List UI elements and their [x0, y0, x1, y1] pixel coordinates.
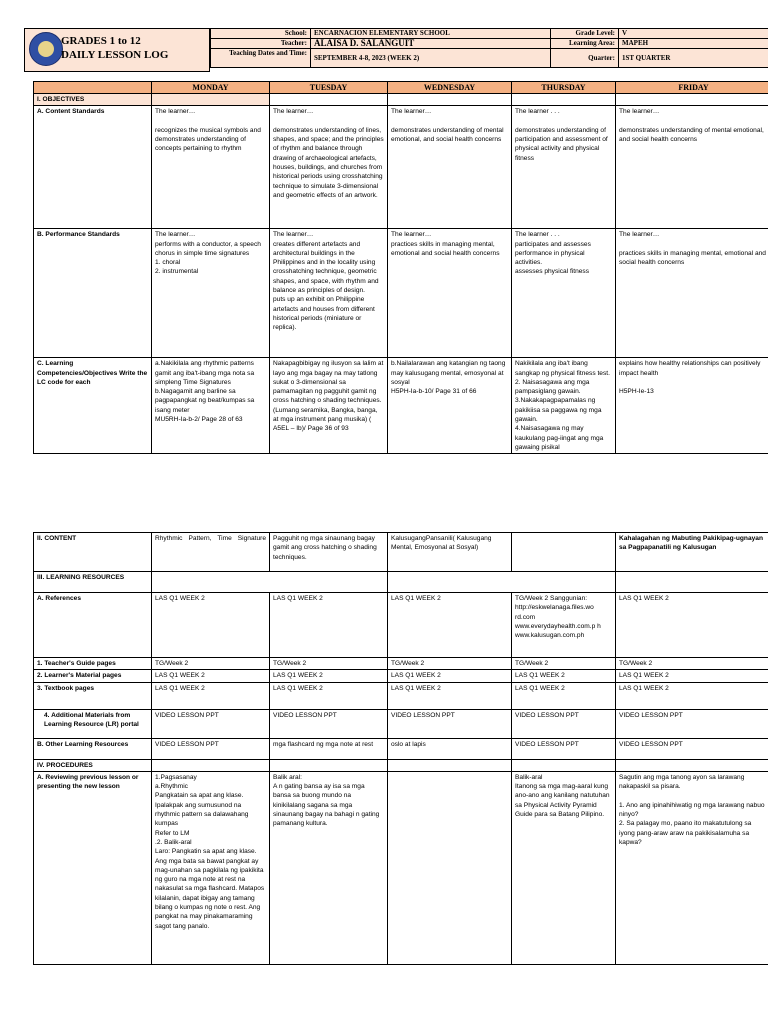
content-thursday	[512, 533, 616, 572]
procedures-cell	[512, 759, 616, 771]
performance-standards-wednesday: The learner… practices skills in managing mental, emotional and social health concerns	[388, 229, 512, 358]
day-header-friday: FRIDAY	[616, 82, 768, 94]
learning-area-value: MAPEH	[619, 39, 768, 49]
content-friday: Kahalagahan ng Mabuting Pakikipag-ugnayan sa Pagpapanatili ng Kalusugan	[616, 533, 768, 572]
grade-level-value: V	[619, 29, 768, 39]
other-resources-label: B. Other Learning Resources	[34, 738, 152, 759]
textbook-friday: LAS Q1 WEEK 2	[616, 682, 768, 709]
objectives-cell	[152, 94, 270, 106]
learners-material-tuesday: LAS Q1 WEEK 2	[270, 670, 388, 682]
textbook-wednesday: LAS Q1 WEEK 2	[388, 682, 512, 709]
day-header-tuesday: TUESDAY	[270, 82, 388, 94]
textbook-thursday: LAS Q1 WEEK 2	[512, 682, 616, 709]
objectives-cell	[616, 94, 768, 106]
content-monday: Rhythmic Pattern, Time Signature	[152, 533, 270, 572]
day-header-thursday: THURSDAY	[512, 82, 616, 94]
teacher-value: ALAISA D. SALANGUIT	[311, 39, 551, 49]
teachers-guide-row	[34, 658, 768, 670]
header-info-table	[210, 28, 768, 68]
day-header-wednesday: WEDNESDAY	[388, 82, 512, 94]
additional-materials-label: 4. Additional Materials from Learning Resource (LR) portal	[34, 709, 152, 738]
deped-seal-icon	[29, 32, 63, 66]
references-wednesday: LAS Q1 WEEK 2	[388, 593, 512, 658]
review-row	[34, 771, 768, 964]
objectives-table	[33, 81, 768, 454]
references-tuesday: LAS Q1 WEEK 2	[270, 593, 388, 658]
additional-materials-friday: VIDEO LESSON PPT	[616, 709, 768, 738]
grade-level-label: Grade Level:	[551, 29, 619, 39]
objectives-row	[34, 94, 768, 106]
learning-resources-cell	[388, 572, 616, 593]
teaching-dates-value: SEPTEMBER 4-8, 2023 (WEEK 2)	[311, 49, 551, 68]
school-label: School:	[211, 29, 311, 39]
school-value: ENCARNACION ELEMENTARY SCHOOL	[311, 29, 551, 39]
content-standards-friday: The learner… demonstrates understanding of mental emotional, and social health concerns	[616, 106, 768, 229]
competencies-tuesday: Nakapagbibigay ng ilusyon sa lalim at layo ang mga bagay na may tatlong sukat o 3-dimensional sa pamamagitan ng pagguhit gamit ng cross hatching o shading techniques. (Lumang seramika, Bangka, banga, at mga instrument pang musika) ( A5EL – Ib)/ Page 36 of 93	[270, 358, 388, 454]
teachers-guide-tuesday: TG/Week 2	[270, 658, 388, 670]
content-label: II. CONTENT	[34, 533, 152, 572]
header-title-box	[24, 28, 210, 72]
other-resources-tuesday: mga flashcard ng mga note at rest	[270, 738, 388, 759]
performance-standards-tuesday: The learner… creates different artefacts and architectural buildings in the Philippines and in the locality using crosshatching technique, geometric shapes, and space, with rhythm and balance as principles of design. puts up an exhibit on Philippine artefacts and houses from different historical periods (miniature or replica).	[270, 229, 388, 358]
day-header-blank	[34, 82, 152, 94]
textbook-tuesday: LAS Q1 WEEK 2	[270, 682, 388, 709]
objectives-cell	[270, 94, 388, 106]
procedures-cell	[152, 759, 270, 771]
references-thursday: TG/Week 2 Sanggunian: http://eskwelanaga.files.wo rd.com www.everydayhealth.com.p h www.kalusugan.com.ph	[512, 593, 616, 658]
dll-header	[24, 28, 768, 72]
other-resources-thursday: VIDEO LESSON PPT	[512, 738, 616, 759]
procedures-cell	[270, 759, 388, 771]
competencies-monday: a.Nakikilala ang rhythmic patterns gamit ang iba't-ibang mga nota sa simpleng Time Signatures b.Nagagamit ang barline sa pagpapangkat ng beat/kumpas sa isang meter MU5RH-Ia-b-2/ Page 28 of 63	[152, 358, 270, 454]
review-friday: Sagutin ang mga tanong ayon sa larawang nakapaskil sa pisara. 1. Ano ang ipinahihiwatig ng mga larawang nabuo ninyo? 2. Sa palagay mo, paano ito makatutulong sa iyong pang-araw araw na pakikisalamuha sa kapwa?	[616, 771, 768, 964]
performance-standards-monday: The learner… performs with a conductor, a speech chorus in simple time signatures 1. choral 2. instrumental	[152, 229, 270, 358]
textbook-row	[34, 682, 768, 709]
competencies-row	[34, 358, 768, 454]
additional-materials-tuesday: VIDEO LESSON PPT	[270, 709, 388, 738]
other-resources-friday: VIDEO LESSON PPT	[616, 738, 768, 759]
content-row	[34, 533, 768, 572]
competencies-label: C. Learning Competencies/Objectives Write the LC code for each	[34, 358, 152, 454]
additional-materials-row	[34, 709, 768, 738]
day-header-row	[34, 82, 768, 94]
review-thursday: Balik-aral Itanong sa mga mag-aaral kung ano-ano ang kanilang natutuhan sa Physical Activity Pyramid Guide para sa Batang Pilipino.	[512, 771, 616, 964]
procedures-cell	[616, 759, 768, 771]
teachers-guide-label: 1. Teacher's Guide pages	[34, 658, 152, 670]
references-label: A. References	[34, 593, 152, 658]
learning-resources-cell	[152, 572, 388, 593]
form-title-line2: DAILY LESSON LOG	[61, 49, 169, 61]
procedures-label: IV. PROCEDURES	[34, 759, 152, 771]
content-tuesday: Pagguhit ng mga sinaunang bagay gamit ang cross hatching o shading techniques.	[270, 533, 388, 572]
teachers-guide-monday: TG/Week 2	[152, 658, 270, 670]
procedures-row	[34, 759, 768, 771]
teaching-dates-label: Teaching Dates and Time:	[211, 49, 311, 68]
learning-resources-label: III. LEARNING RESOURCES	[34, 572, 152, 593]
review-wednesday	[388, 771, 512, 964]
learners-material-label: 2. Learner's Material pages	[34, 670, 152, 682]
content-standards-monday: The learner… recognizes the musical symbols and demonstrates understanding of concepts pertaining to rhythm	[152, 106, 270, 229]
day-header-monday: MONDAY	[152, 82, 270, 94]
review-tuesday: Balik aral: A n gating bansa ay isa sa mga bansa sa buong mundo na kinikilalang sagana sa mga sinaunang bagay na bahagi n gating pamanang kultura.	[270, 771, 388, 964]
competencies-friday: explains how healthy relationships can positively impact health H5PH-Ie-13	[616, 358, 768, 454]
teachers-guide-friday: TG/Week 2	[616, 658, 768, 670]
teachers-guide-thursday: TG/Week 2	[512, 658, 616, 670]
content-wednesday: KalusugangPansanili( Kalusugang Mental, Emosyonal at Sosyal)	[388, 533, 512, 572]
procedures-cell	[388, 759, 512, 771]
review-label: A. Reviewing previous lesson or presenting the new lesson	[34, 771, 152, 964]
additional-materials-thursday: VIDEO LESSON PPT	[512, 709, 616, 738]
quarter-value: 1ST QUARTER	[619, 49, 768, 68]
content-standards-tuesday: The learner… demonstrates understanding of lines, shapes, and space; and the principles of rhythm and balance through drawing of archaeological artefacts, houses, buildings, and churches from historical periods using crosshatching technique to simulate 3-dimensional and geometric effects of an artwork.	[270, 106, 388, 229]
learners-material-monday: LAS Q1 WEEK 2	[152, 670, 270, 682]
additional-materials-wednesday: VIDEO LESSON PPT	[388, 709, 512, 738]
additional-materials-monday: VIDEO LESSON PPT	[152, 709, 270, 738]
references-monday: LAS Q1 WEEK 2	[152, 593, 270, 658]
content-standards-thursday: The learner . . . demonstrates understanding of participation and assessment of physical activity and physical fitness	[512, 106, 616, 229]
references-friday: LAS Q1 WEEK 2	[616, 593, 768, 658]
form-title-line1: GRADES 1 to 12	[61, 35, 141, 47]
teachers-guide-wednesday: TG/Week 2	[388, 658, 512, 670]
teacher-label: Teacher:	[211, 39, 311, 49]
learners-material-row	[34, 670, 768, 682]
textbook-monday: LAS Q1 WEEK 2	[152, 682, 270, 709]
other-resources-wednesday: oslo at lapis	[388, 738, 512, 759]
performance-standards-row	[34, 229, 768, 358]
learners-material-wednesday: LAS Q1 WEEK 2	[388, 670, 512, 682]
competencies-wednesday: b.Nailalarawan ang katangian ng taong may kalusugang mental, emosyonal at sosyal H5PH-Ia-b-10/ Page 31 of 66	[388, 358, 512, 454]
content-standards-wednesday: The learner… demonstrates understanding of mental emotional, and social health concerns	[388, 106, 512, 229]
objectives-cell	[512, 94, 616, 106]
review-monday: 1.Pagsasanay a.Rhythmic Pangkatain sa apat ang klase. Ipalakpak ang sumusunod na rhythmic pattern sa dalawahang kumpas Refer to LM .2. Balik-aral Laro: Pangkatin sa apat ang klase. Ang mga bata sa bawat pangkat ay mag-unahan sa pagkilala ng ipakikita ng guro na mga note at rest na nakasulat sa mga flashcard. Matapos kilalanin, dapat ibigay ang tamang bilang o kumpas ng note o rest. Ang pangkat na may pinakamaraming sagot tang panalo.	[152, 771, 270, 964]
performance-standards-friday: The learner… practices skills in managing mental, emotional and social health concerns	[616, 229, 768, 358]
other-resources-row	[34, 738, 768, 759]
learning-area-label: Learning Area:	[551, 39, 619, 49]
content-standards-label: A. Content Standards	[34, 106, 152, 229]
performance-standards-label: B. Performance Standards	[34, 229, 152, 358]
content-resources-table	[33, 532, 768, 965]
textbook-label: 3. Textbook pages	[34, 682, 152, 709]
learning-resources-cell	[616, 572, 768, 593]
quarter-label: Quarter:	[551, 49, 619, 68]
learners-material-friday: LAS Q1 WEEK 2	[616, 670, 768, 682]
other-resources-monday: VIDEO LESSON PPT	[152, 738, 270, 759]
learners-material-thursday: LAS Q1 WEEK 2	[512, 670, 616, 682]
performance-standards-thursday: The learner . . . participates and assesses performance in physical activities. assesses physical fitness	[512, 229, 616, 358]
objectives-label: I. OBJECTIVES	[34, 94, 152, 106]
references-row	[34, 593, 768, 658]
content-standards-row	[34, 106, 768, 229]
objectives-cell	[388, 94, 512, 106]
competencies-thursday: Nakikilala ang iba't ibang sangkap ng physical fitness test. 2. Naisasagawa ang mga pampasiglang gawain. 3.Nakakapagpapamalas ng pakikiisa sa paggawa ng mga gawain. 4.Naisasagawa ng may kaukulang pag-iingat ang mga gawaing pisikal	[512, 358, 616, 454]
learning-resources-row	[34, 572, 768, 593]
